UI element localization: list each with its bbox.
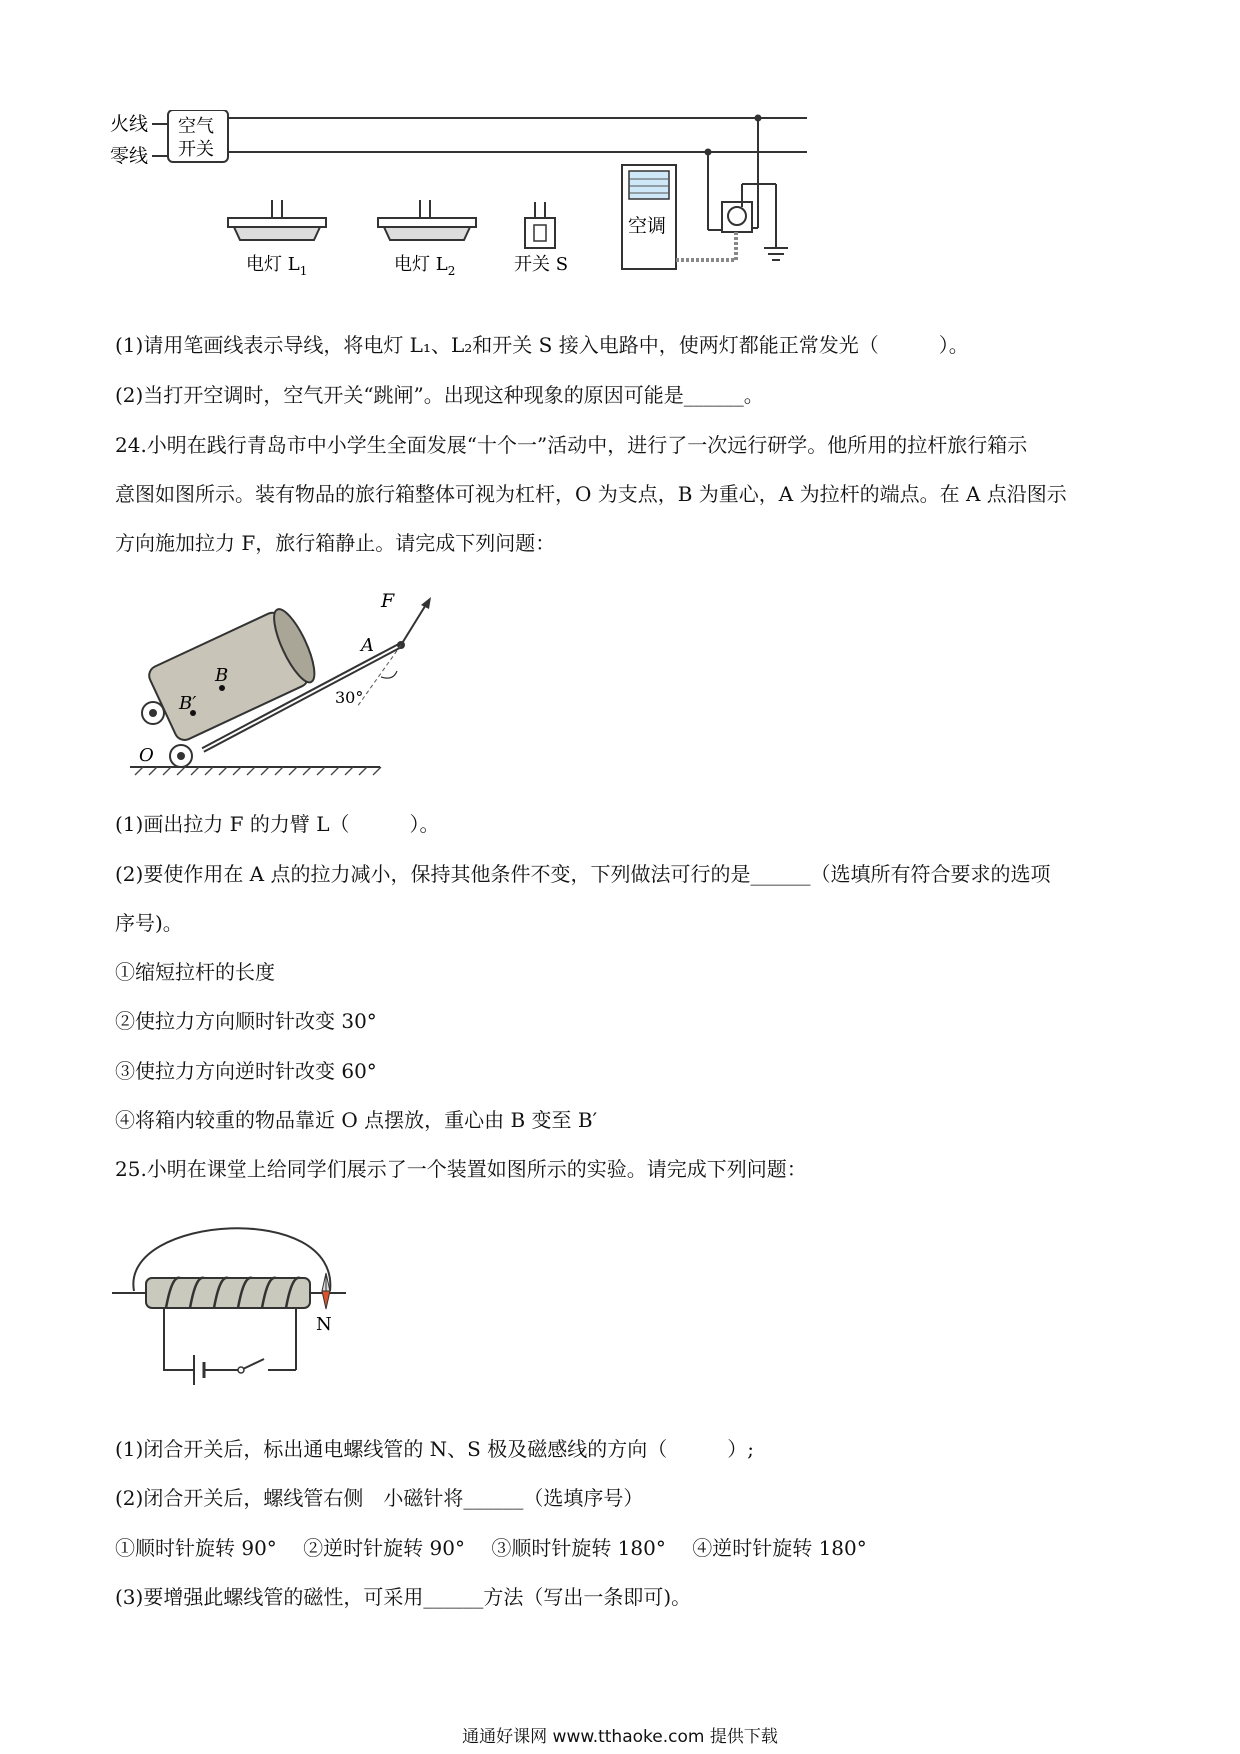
label-o: O bbox=[139, 745, 154, 766]
q25-part3: (3)要增强此螺线管的磁性，可采用______方法（写出一条即可)。 bbox=[115, 1585, 692, 1609]
label-b-prime: B′ bbox=[179, 693, 197, 714]
label-a: A bbox=[361, 635, 374, 656]
switch-s bbox=[525, 202, 555, 248]
q24-part1: (1)画出拉力 F 的力臂 L（ ）。 bbox=[115, 812, 440, 836]
q23-part2: (2)当打开空调时，空气开关“跳闸”。出现这种现象的原因可能是______。 bbox=[115, 383, 764, 407]
q24-part2-line1: (2)要使作用在 A 点的拉力减小，保持其他条件不变，下列做法可行的是______（选填所有符合要求的选项 bbox=[115, 862, 1051, 886]
switch-s-label: 开关 S bbox=[514, 254, 569, 275]
q24-option-1: ①缩短拉杆的长度 bbox=[115, 960, 275, 984]
q24-stem-line1: 24.小明在践行青岛市中小学生全面发展“十个一”活动中，进行了一次远行研学。他所用的拉杆旅行箱示 bbox=[115, 433, 1028, 457]
breaker-label-1: 空气 bbox=[178, 116, 214, 137]
q24-part2-line2: 序号)。 bbox=[115, 911, 183, 935]
compass-needle-icon bbox=[322, 1273, 330, 1309]
circuit-figure bbox=[110, 110, 910, 310]
suitcase-body bbox=[146, 604, 322, 743]
switch-blade bbox=[243, 1359, 264, 1369]
live-wire-label: 火线 bbox=[110, 113, 149, 135]
q24-stem-line2: 意图如图所示。装有物品的旅行箱整体可视为杠杆，O 为支点，B 为重心，A 为拉杆的端点。在 A 点沿图示 bbox=[115, 482, 1067, 506]
label-b: B bbox=[215, 665, 229, 686]
q25-part2: (2)闭合开关后，螺线管右侧 小磁针将______（选填序号） bbox=[115, 1486, 644, 1510]
lamp-l2 bbox=[378, 200, 476, 240]
q24-option-2: ②使拉力方向顺时针改变 30° bbox=[115, 1009, 377, 1033]
q24-stem-line3: 方向施加拉力 F，旅行箱静止。请完成下列问题： bbox=[115, 531, 556, 555]
solenoid-figure bbox=[110, 1205, 390, 1405]
label-f: F bbox=[381, 590, 395, 612]
q23-part1: (1)请用笔画线表示导线，将电灯 L₁、L₂和开关 S 接入电路中，使两灯都能正常发光（ ）。 bbox=[115, 333, 969, 357]
q25-options: ①顺时针旋转 90° ②逆时针旋转 90° ③顺时针旋转 180° ④逆时针旋转 180° bbox=[115, 1536, 867, 1560]
lamp-l2-label: 电灯 $L_2$ bbox=[394, 254, 456, 278]
luggage-figure bbox=[125, 585, 445, 785]
breaker-label-2: 开关 bbox=[178, 139, 214, 160]
lamp-l1-label: 电灯 $L_1$ bbox=[246, 254, 308, 278]
footer-watermark: 通通好课网 www.tthaoke.com 提供下载 bbox=[462, 1727, 778, 1747]
q25-part1: (1)闭合开关后，标出通电螺线管的 N、S 极及磁感线的方向（ ）; bbox=[115, 1437, 754, 1461]
ac-label: 空调 bbox=[628, 215, 667, 237]
ground-icon bbox=[764, 248, 788, 260]
force-arrow bbox=[401, 603, 427, 645]
neutral-wire-label: 零线 bbox=[110, 145, 149, 167]
q25-stem: 25.小明在课堂上给同学们展示了一个装置如图所示的实验。请完成下列问题： bbox=[115, 1157, 807, 1181]
q24-option-4: ④将箱内较重的物品靠近 O 点摆放，重心由 B 变至 B′ bbox=[115, 1108, 598, 1132]
needle-n-label: N bbox=[316, 1314, 332, 1335]
lamp-l1 bbox=[228, 200, 326, 240]
label-angle: 30° bbox=[335, 688, 364, 707]
q24-option-3: ③使拉力方向逆时针改变 60° bbox=[115, 1059, 377, 1083]
